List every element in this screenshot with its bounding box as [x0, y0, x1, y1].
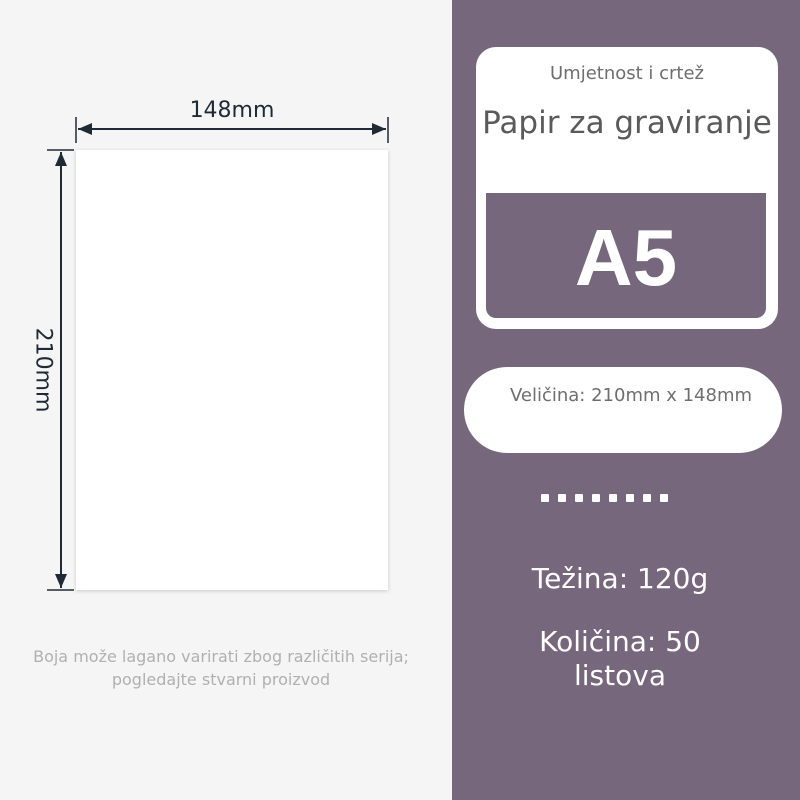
weight-spec: Težina: 120g: [531, 562, 709, 595]
height-label: 210mm: [30, 327, 56, 413]
separator-dot: [575, 494, 583, 502]
separator-dot: [592, 494, 600, 502]
size-badge: [486, 193, 766, 318]
height-arrowhead-bottom: [55, 574, 67, 588]
product-card: [476, 47, 778, 329]
color-variation-note: Boja može lagano varirati zbog različitih serija; pogledajte stvarni proizvod: [33, 647, 409, 689]
width-label: 148mm: [189, 98, 275, 123]
quantity-spec: Količina: 50 listova: [539, 625, 701, 692]
width-arrowhead-right: [372, 123, 386, 135]
width-arrowhead-left: [78, 123, 92, 135]
separator-dot: [609, 494, 617, 502]
separator-dot: [643, 494, 651, 502]
product-category: Umjetnost i crtež: [549, 63, 705, 84]
separator-dot: [626, 494, 634, 502]
height-arrowhead-top: [55, 152, 67, 166]
product-title: Papir za graviranje: [482, 105, 772, 141]
size-info-text: Veličina: 210mm x 148mm: [509, 385, 753, 406]
size-badge-label: A5: [574, 213, 678, 302]
separator-dot: [558, 494, 566, 502]
size-info-pill: [464, 367, 782, 453]
dot-separator: [541, 494, 668, 502]
separator-dot: [541, 494, 549, 502]
separator-dot: [660, 494, 668, 502]
